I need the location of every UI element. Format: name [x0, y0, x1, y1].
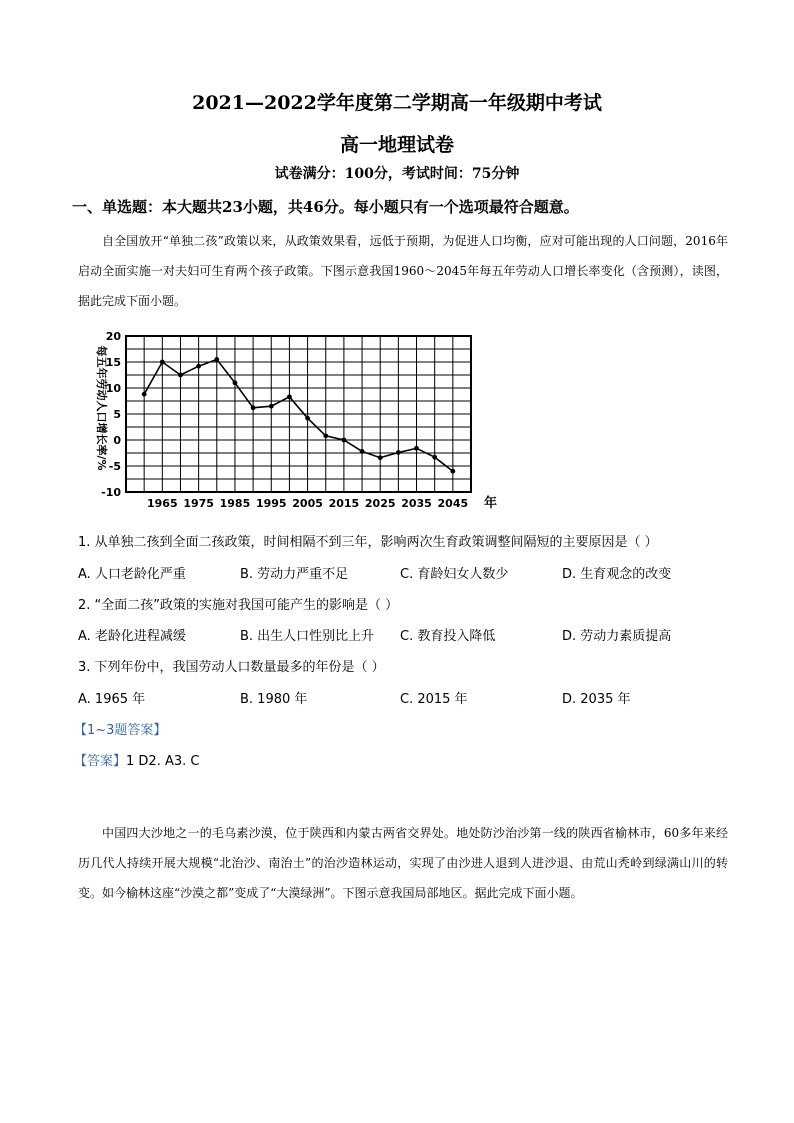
x-tick-label: 1975: [183, 497, 214, 510]
chart-grid: [126, 336, 471, 492]
y-tick-label: 5: [113, 408, 121, 421]
y-tick-label: -10: [101, 486, 121, 499]
passage-population: 自全国放开“单独二孩”政策以来，从政策效果看，远低于预期，为促进人口均衡，应对可能出现的人口问题，2016年启动全面实施一对夫妇可生育两个孩子政策。下图示意我国1960～2045年每五年劳动人口增长率变化（含预测），读图，据此完成下面小题。: [78, 234, 728, 308]
x-axis-unit: 年: [484, 496, 498, 511]
data-point: [341, 438, 346, 443]
data-point: [414, 446, 419, 451]
data-point: [233, 380, 238, 385]
passage-desert: 中国四大沙地之一的毛乌素沙漠，位于陕西和内蒙古两省交界处。地处防沙治沙第一线的陕西省榆林市，60多年来经历几代人持续开展大规模“北治沙、南治土”的治沙造林运动，实现了由沙进人退到人进沙退、由荒山秃岭到绿满山川的转变。如今榆林这座“沙漠之都”变成了“大漠绿洲”。下图示意我国局部地区。据此完成下面小题。: [78, 826, 728, 900]
y-tick-label: 15: [105, 356, 121, 369]
x-tick-label: 1965: [147, 497, 178, 510]
exam-title: 2021—2022学年度第二学期高一年级期中考试: [192, 92, 602, 114]
x-tick-label: 2045: [437, 497, 469, 510]
data-point: [323, 433, 328, 438]
data-point: [196, 364, 201, 369]
q3-option-c[interactable]: C. 2015 年: [400, 692, 468, 707]
series-line: [142, 357, 455, 474]
question-3-stem: 3. 下列年份中，我国劳动人口数量最多的年份是（ ）: [78, 660, 385, 675]
answer-block-heading: 【1~3题答案】: [74, 723, 167, 738]
q1-option-a[interactable]: A. 人口老龄化严重: [78, 567, 186, 582]
data-point: [269, 404, 274, 409]
q1-option-c[interactable]: C. 育龄妇女人数少: [400, 567, 509, 582]
data-point: [251, 405, 256, 410]
q1-option-b[interactable]: B. 劳动力严重不足: [240, 567, 349, 582]
q2-option-c[interactable]: C. 教育投入降低: [400, 629, 496, 644]
question-1-stem: 1. 从单独二孩到全面二孩政策，时间相隔不到三年，影响两次生育政策调整间隔短的主要原因是（ ）: [78, 535, 658, 550]
data-point: [378, 455, 383, 460]
data-point: [160, 360, 165, 365]
x-tick-label: 1995: [255, 497, 287, 510]
question-2-stem: 2. “全面二孩”政策的实施对我国可能产生的影响是（ ）: [78, 598, 399, 613]
data-point: [450, 469, 455, 474]
q3-option-d[interactable]: D. 2035 年: [562, 692, 631, 707]
q2-option-d[interactable]: D. 劳动力素质提高: [562, 629, 672, 644]
data-line: [144, 359, 453, 471]
x-tick-label: 2035: [401, 497, 432, 510]
data-point: [360, 449, 365, 454]
x-tick-label: 1985: [219, 497, 251, 510]
y-tick-label: -5: [108, 460, 121, 473]
data-point: [305, 416, 310, 421]
y-tick-label: 0: [113, 434, 121, 447]
q1-option-d[interactable]: D. 生育观念的改变: [562, 567, 672, 582]
data-point: [396, 450, 401, 455]
data-point: [178, 373, 183, 378]
x-tick-label: 2025: [364, 497, 396, 510]
exam-info: 试卷满分：100分，考试时间：75分钟: [274, 166, 520, 182]
y-tick-label: 20: [105, 330, 121, 343]
x-tick-labels: [147, 497, 468, 510]
answer-line: [74, 750, 199, 769]
x-tick-label: 2015: [328, 497, 360, 510]
data-point: [287, 394, 292, 399]
answer-text: 1 D2. A3. C: [126, 754, 200, 769]
labor-growth-chart: [86, 330, 506, 515]
q2-option-b[interactable]: B. 出生人口性别比上升: [240, 629, 375, 644]
answer-tag: 【答案】: [74, 754, 127, 769]
x-tick-label: 2005: [292, 497, 323, 510]
q2-option-a[interactable]: A. 老龄化进程减缓: [78, 629, 186, 644]
q3-option-a[interactable]: A. 1965 年: [78, 692, 146, 707]
data-point: [142, 392, 147, 397]
y-axis-label: 每五年劳动人口增长率/%: [95, 345, 108, 471]
y-tick-label: 10: [105, 382, 121, 395]
data-point: [214, 357, 219, 362]
section-heading: 一、单选题：本大题共23小题，共46分。每小题只有一个选项最符合题意。: [72, 198, 579, 216]
data-point: [432, 455, 437, 460]
q3-option-b[interactable]: B. 1980 年: [240, 692, 308, 707]
exam-subject: 高一地理试卷: [339, 134, 454, 156]
